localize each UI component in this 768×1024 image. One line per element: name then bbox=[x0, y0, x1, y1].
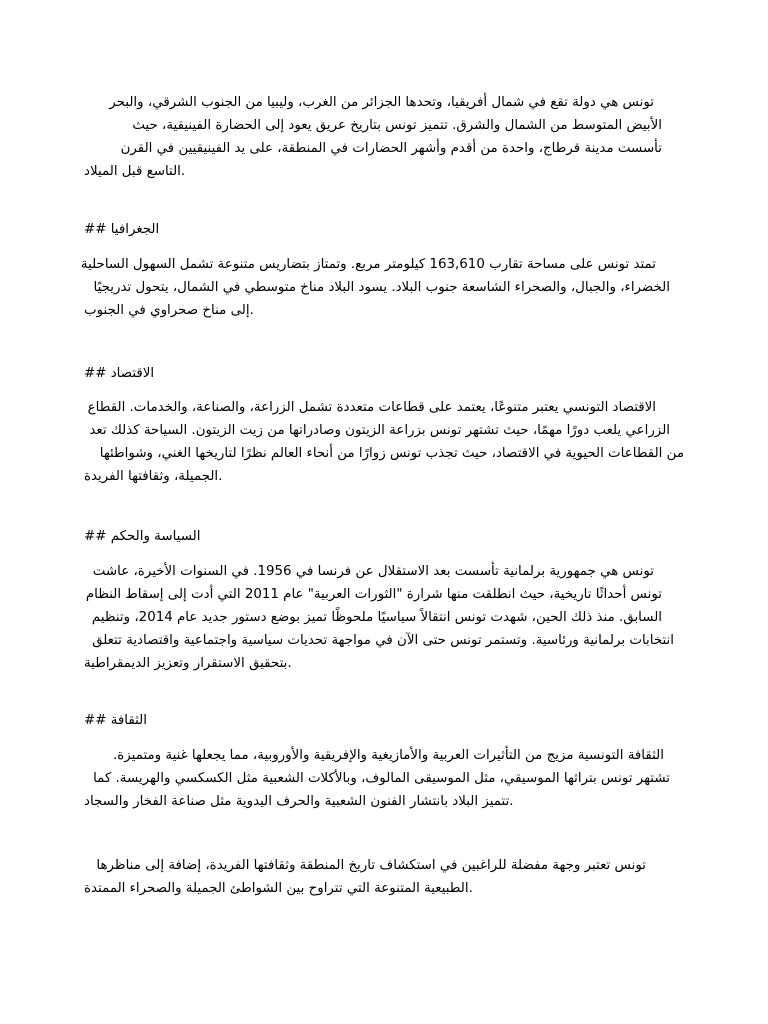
section-heading-politics: ## السياسة والحكم bbox=[84, 529, 201, 544]
economy-line: .الجميلة، وثقافتها الفريدة bbox=[84, 469, 223, 484]
section-heading-culture: ## الثقافة bbox=[84, 713, 147, 728]
intro-line: الأبيض المتوسط من الشمال والشرق. تتميز تونس بتاريخ عريق يعود إلى الحضارة الفينيقية، حيث bbox=[132, 118, 662, 133]
section-heading-geography: ## الجغرافيا bbox=[84, 222, 160, 237]
intro-line: .التاسع قبل الميلاد bbox=[84, 164, 186, 179]
intro-line: تأسست مدينة قرطاج، واحدة من أقدم وأشهر الحضارات في المنطقة، على يد الفينيقيين في القرن bbox=[120, 141, 662, 156]
culture-line: الثقافة التونسية مزيج من التأثيرات العربية والأمازيغية والإفريقية والأوروبية، مما يجعلها غنية ومتميزة. bbox=[113, 748, 664, 763]
conclusion-paragraph bbox=[84, 854, 684, 900]
culture-line: تشتهر تونس بتراثها الموسيقي، مثل الموسيقى المالوف، وبالأكلات الشعبية مثل الكسكسي والهريسة. كما bbox=[93, 771, 670, 786]
conclusion-line: تونس تعتبر وجهة مفضلة للراغبين في استكشاف تاريخ المنطقة وثقافتها الفريدة، إضافة إلى مناظرها bbox=[96, 858, 646, 873]
economy-line: الاقتصاد التونسي يعتبر متنوعًا، يعتمد على قطاعات متعددة تشمل الزراعة، والصناعة، والخدمات. القطاع bbox=[87, 400, 656, 415]
conclusion-line: .الطبيعية المتنوعة التي تتراوح بين الشواطئ الجميلة والصحراء الممتدة bbox=[84, 881, 473, 896]
section-heading-economy: ## الاقتصاد bbox=[84, 366, 155, 381]
politics-line: .بتحقيق الاستقرار وتعزيز الديمقراطية bbox=[84, 656, 292, 671]
politics-line: انتخابات برلمانية ورئاسية. وتستمر تونس حتى الآن في مواجهة تحديات سياسية واجتماعية واقتصادية تتعلق bbox=[92, 633, 674, 648]
economy-line: الزراعي يلعب دورًا مهمًا، حيث تشتهر تونس بزراعة الزيتون وصادراتها من زيت الزيتون. السياحة كذلك تعد bbox=[89, 423, 670, 438]
culture-line: .تتميز البلاد بانتشار الفنون الشعبية والحرف اليدوية مثل صناعة الفخار والسجاد bbox=[84, 794, 514, 809]
politics-line: تونس هي جمهورية برلمانية تأسست بعد الاستقلال عن فرنسا في 1956. في السنوات الأخيرة، عاشت bbox=[92, 564, 654, 579]
intro-line: تونس هي دولة تقع في شمال أفريقيا، وتحدها الجزائر من الغرب، وليبيا من الجنوب الشرقي، والبحر bbox=[109, 95, 654, 110]
intro-paragraph bbox=[84, 91, 684, 183]
economy-line: من القطاعات الحيوية في الاقتصاد، حيث تجذب تونس زوارًا من أنحاء العالم نظرًا لتاريخها الغني، وشواطئها bbox=[99, 446, 684, 461]
geography-paragraph bbox=[80, 253, 684, 322]
geography-line: الخضراء، والجبال، والصحراء الشاسعة جنوب البلاد. يسود البلاد مناخ متوسطي في الشمال، يتحول تدريجيًا bbox=[93, 280, 670, 295]
economy-paragraph bbox=[84, 396, 684, 488]
geography-line: .إلى مناخ صحراوي في الجنوب bbox=[84, 303, 254, 318]
politics-paragraph bbox=[84, 560, 684, 675]
politics-line: تونس أحداثًا تاريخية، حيث انطلقت منها شرارة "الثورات العربية" عام 2011 التي أدت إلى إسقاط النظام bbox=[85, 587, 662, 602]
culture-paragraph bbox=[84, 744, 684, 813]
politics-line: السابق. منذ ذلك الحين، شهدت تونس انتقالاً سياسيًا ملحوظًا تميز بوضع دستور جديد عام 2014، وتنظيم bbox=[91, 610, 662, 625]
geography-line: تمتد تونس على مساحة تقارب 163,610 كيلومتر مربع. وتمتاز بتضاريس متنوعة تشمل السهول الساحلية bbox=[80, 257, 656, 272]
